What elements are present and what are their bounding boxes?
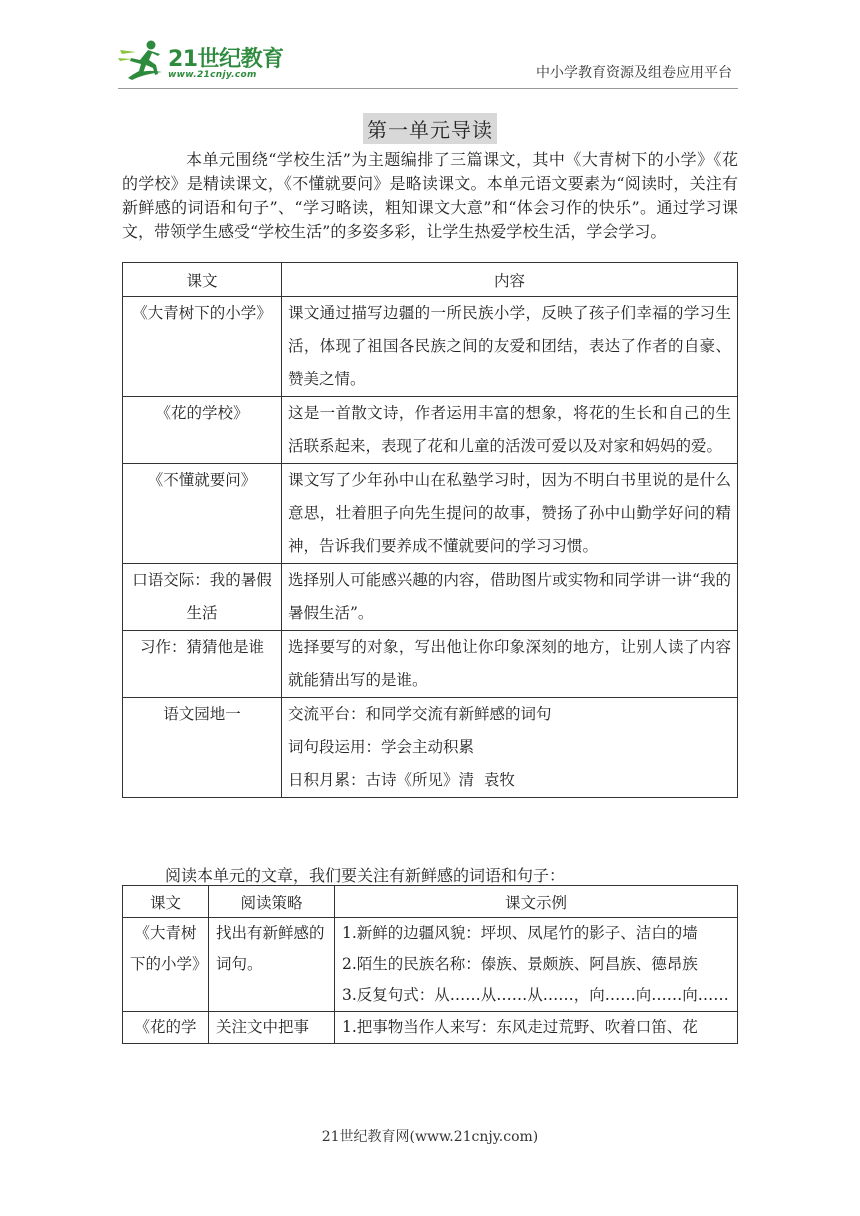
column-header-strategy: 阅读策略	[209, 886, 335, 918]
content-line: 交流平台：和同学交流有新鲜感的词句	[288, 705, 552, 723]
example-line: 2.陌生的民族名称：傣族、景颇族、阿昌族、德昂族	[342, 955, 698, 973]
lesson-cell: 口语交际：我的暑假生活	[123, 564, 282, 631]
title-text: 第一单元导读	[363, 113, 497, 144]
content-cell: 选择别人可能感兴趣的内容，借助图片或实物和同学讲一讲“我的暑假生活”。	[282, 564, 738, 631]
lesson-cell: 习作：猜猜他是谁	[123, 631, 282, 698]
table-header-row	[123, 263, 738, 297]
content-cell: 这是一首散文诗，作者运用丰富的想象，将花的生长和自己的生活联系起来，表现了花和儿童的活泼可爱以及对家和妈妈的爱。	[282, 397, 738, 464]
table-row	[123, 397, 738, 464]
example-line: 1.新鲜的边疆风貌：坪坝、凤尾竹的影子、洁白的墙	[342, 924, 698, 942]
page-header	[0, 0, 860, 95]
content-cell: 课文通过描写边疆的一所民族小学，反映了孩子们幸福的学习生活，体现了祖国各民族之间的友爱和团结，表达了作者的自豪、赞美之情。	[282, 297, 738, 397]
unit-overview-table	[122, 262, 738, 798]
logo-text: 21世纪教育	[168, 47, 284, 72]
header-divider	[118, 88, 738, 89]
platform-name: 中小学教育资源及组卷应用平台	[536, 65, 732, 81]
table-row	[123, 564, 738, 631]
content-cell	[282, 698, 738, 798]
column-header-content: 内容	[282, 263, 738, 297]
table-row	[123, 698, 738, 798]
logo-url: www.21cnjy.com	[168, 70, 257, 80]
table-header-row	[123, 886, 738, 918]
content-cell: 课文写了少年孙中山在私塾学习时，因为不明白书里说的是什么意思，壮着胆子向先生提问的故事，赞扬了孙中山勤学好问的精神，告诉我们要养成不懂就要问的学习习惯。	[282, 464, 738, 564]
table-row	[123, 918, 738, 1012]
reading-intro: 阅读本单元的文章，我们要关注有新鲜感的词语和句子：	[165, 866, 566, 885]
example-line: 3.反复句式：从……从……从……，向……向……向……	[342, 986, 729, 1004]
intro-paragraph: 本单元围绕“学校生活”为主题编排了三篇课文，其中《大青树下的小学》《花的学校》是精读课文，《不懂就要问》是略读课文。本单元语文要素为“阅读时，关注有新鲜感的词语和句子”、“学习略读，粗知课文大意”和“体会习作的快乐”。通过学习课文，带领学生感受“学校生活”的多姿多彩，让学生热爱学校生活，学会学习。	[122, 150, 738, 241]
lesson-cell: 《花的学校》	[123, 397, 282, 464]
content-cell: 选择要写的对象，写出他让你印象深刻的地方，让别人读了内容就能猜出写的是谁。	[282, 631, 738, 698]
lesson-cell: 语文园地一	[123, 698, 282, 798]
table-row	[123, 464, 738, 564]
lesson-cell: 《大青树下的小学》	[123, 918, 209, 1012]
table-row	[123, 297, 738, 397]
site-logo[interactable]	[118, 38, 288, 84]
lesson-cell: 《花的学	[123, 1012, 209, 1044]
table-row	[123, 1012, 738, 1044]
page-title	[0, 113, 860, 144]
example-line: 1.把事物当作人来写：东风走过荒野、吹着口笛、花	[342, 1018, 698, 1036]
column-header-lesson: 课文	[123, 263, 282, 297]
lesson-cell: 《大青树下的小学》	[123, 297, 282, 397]
strategy-cell: 找出有新鲜感的词句。	[209, 918, 335, 1012]
examples-cell	[335, 918, 738, 1012]
page-footer: 21世纪教育网(www.21cnjy.com)	[321, 1129, 539, 1145]
lesson-cell: 《不懂就要问》	[123, 464, 282, 564]
runner-icon	[118, 38, 166, 82]
examples-cell	[335, 1012, 738, 1044]
table-row	[123, 631, 738, 698]
content-line: 词句段运用：学会主动积累	[288, 738, 475, 756]
column-header-examples: 课文示例	[335, 886, 738, 918]
reading-strategy-table	[122, 885, 738, 1044]
content-line: 日积月累：古诗《所见》清 袁牧	[288, 771, 515, 789]
column-header-lesson: 课文	[123, 886, 209, 918]
strategy-cell: 关注文中把事	[209, 1012, 335, 1044]
